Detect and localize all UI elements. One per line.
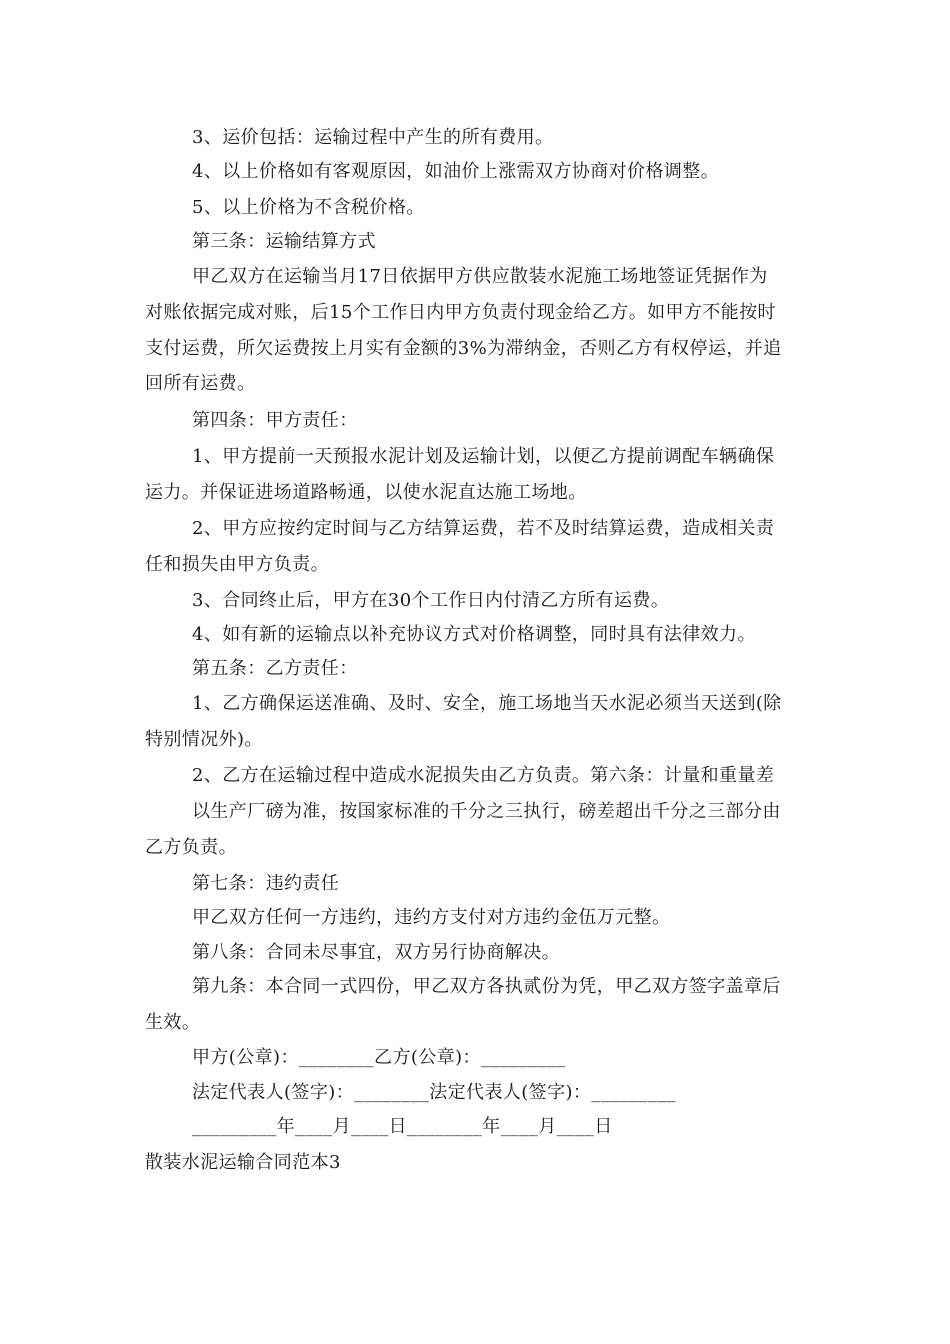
paragraph-line: 对账依据完成对账，后15个工作日内甲方负责付现金给乙方。如甲方不能按时 <box>145 302 776 323</box>
paragraph-line: 3、合同终止后，甲方在30个工作日内付清乙方所有运费。 <box>192 590 670 611</box>
signature-line: 法定代表人(签字)：________法定代表人(签字)：_________ <box>192 1082 676 1103</box>
clause-line: 4、以上价格如有客观原因，如油价上涨需双方协商对价格调整。 <box>192 161 720 182</box>
document-title: 散装水泥运输合同范本3 <box>145 1152 341 1173</box>
paragraph-line: 1、甲方提前一天预报水泥计划及运输计划，以便乙方提前调配车辆确保 <box>192 446 775 467</box>
clause-line: 5、以上价格为不含税价格。 <box>192 197 425 218</box>
paragraph-line: 第八条：合同未尽事宜，双方另行协商解决。 <box>192 942 560 963</box>
paragraph-line: 回所有运费。 <box>145 373 256 394</box>
paragraph-line: 4、如有新的运输点以补充协议方式对价格调整，同时具有法律效力。 <box>192 624 756 645</box>
paragraph-line: 生效。 <box>145 1012 201 1033</box>
paragraph-line: 2、乙方在运输过程中造成水泥损失由乙方负责。第六条：计量和重量差 <box>192 765 775 786</box>
section-heading: 第三条：运输结算方式 <box>192 231 376 252</box>
section-heading: 第四条：甲方责任： <box>192 410 358 431</box>
paragraph-line: 任和损失由甲方负责。 <box>145 554 329 575</box>
paragraph-line: 乙方负责。 <box>145 837 237 858</box>
paragraph-line: 甲乙双方在运输当月17日依据甲方供应散装水泥施工场地签证凭据作为 <box>192 266 768 287</box>
section-heading: 第五条：乙方责任： <box>192 658 358 679</box>
signature-line: 甲方(公章)：________乙方(公章)：_________ <box>192 1047 566 1068</box>
paragraph-line: 1、乙方确保运送准确、及时、安全，施工场地当天水泥必须当天送到(除 <box>192 693 782 714</box>
paragraph-line: 第九条：本合同一式四份，甲乙双方各执贰份为凭，甲乙双方签字盖章后 <box>192 976 781 997</box>
paragraph-line: 支付运费，所欠运费按上月实有金额的3%为滞纳金，否则乙方有权停运，并追 <box>145 338 782 359</box>
paragraph-line: 2、甲方应按约定时间与乙方结算运费，若不及时结算运费，造成相关责 <box>192 518 775 539</box>
paragraph-line: 特别情况外)。 <box>145 729 263 750</box>
paragraph-line: 运力。并保证进场道路畅通，以使水泥直达施工场地。 <box>145 482 587 503</box>
paragraph-line: 以生产厂磅为准，按国家标准的千分之三执行，磅差超出千分之三部分由 <box>192 801 781 822</box>
section-heading: 第七条：违约责任 <box>192 873 340 894</box>
paragraph-line: 甲乙双方任何一方违约，违约方支付对方违约金伍万元整。 <box>192 907 671 928</box>
clause-line: 3、运价包括：运输过程中产生的所有费用。 <box>192 127 554 148</box>
date-line: _________年____月____日________年____月____日 <box>192 1116 613 1137</box>
